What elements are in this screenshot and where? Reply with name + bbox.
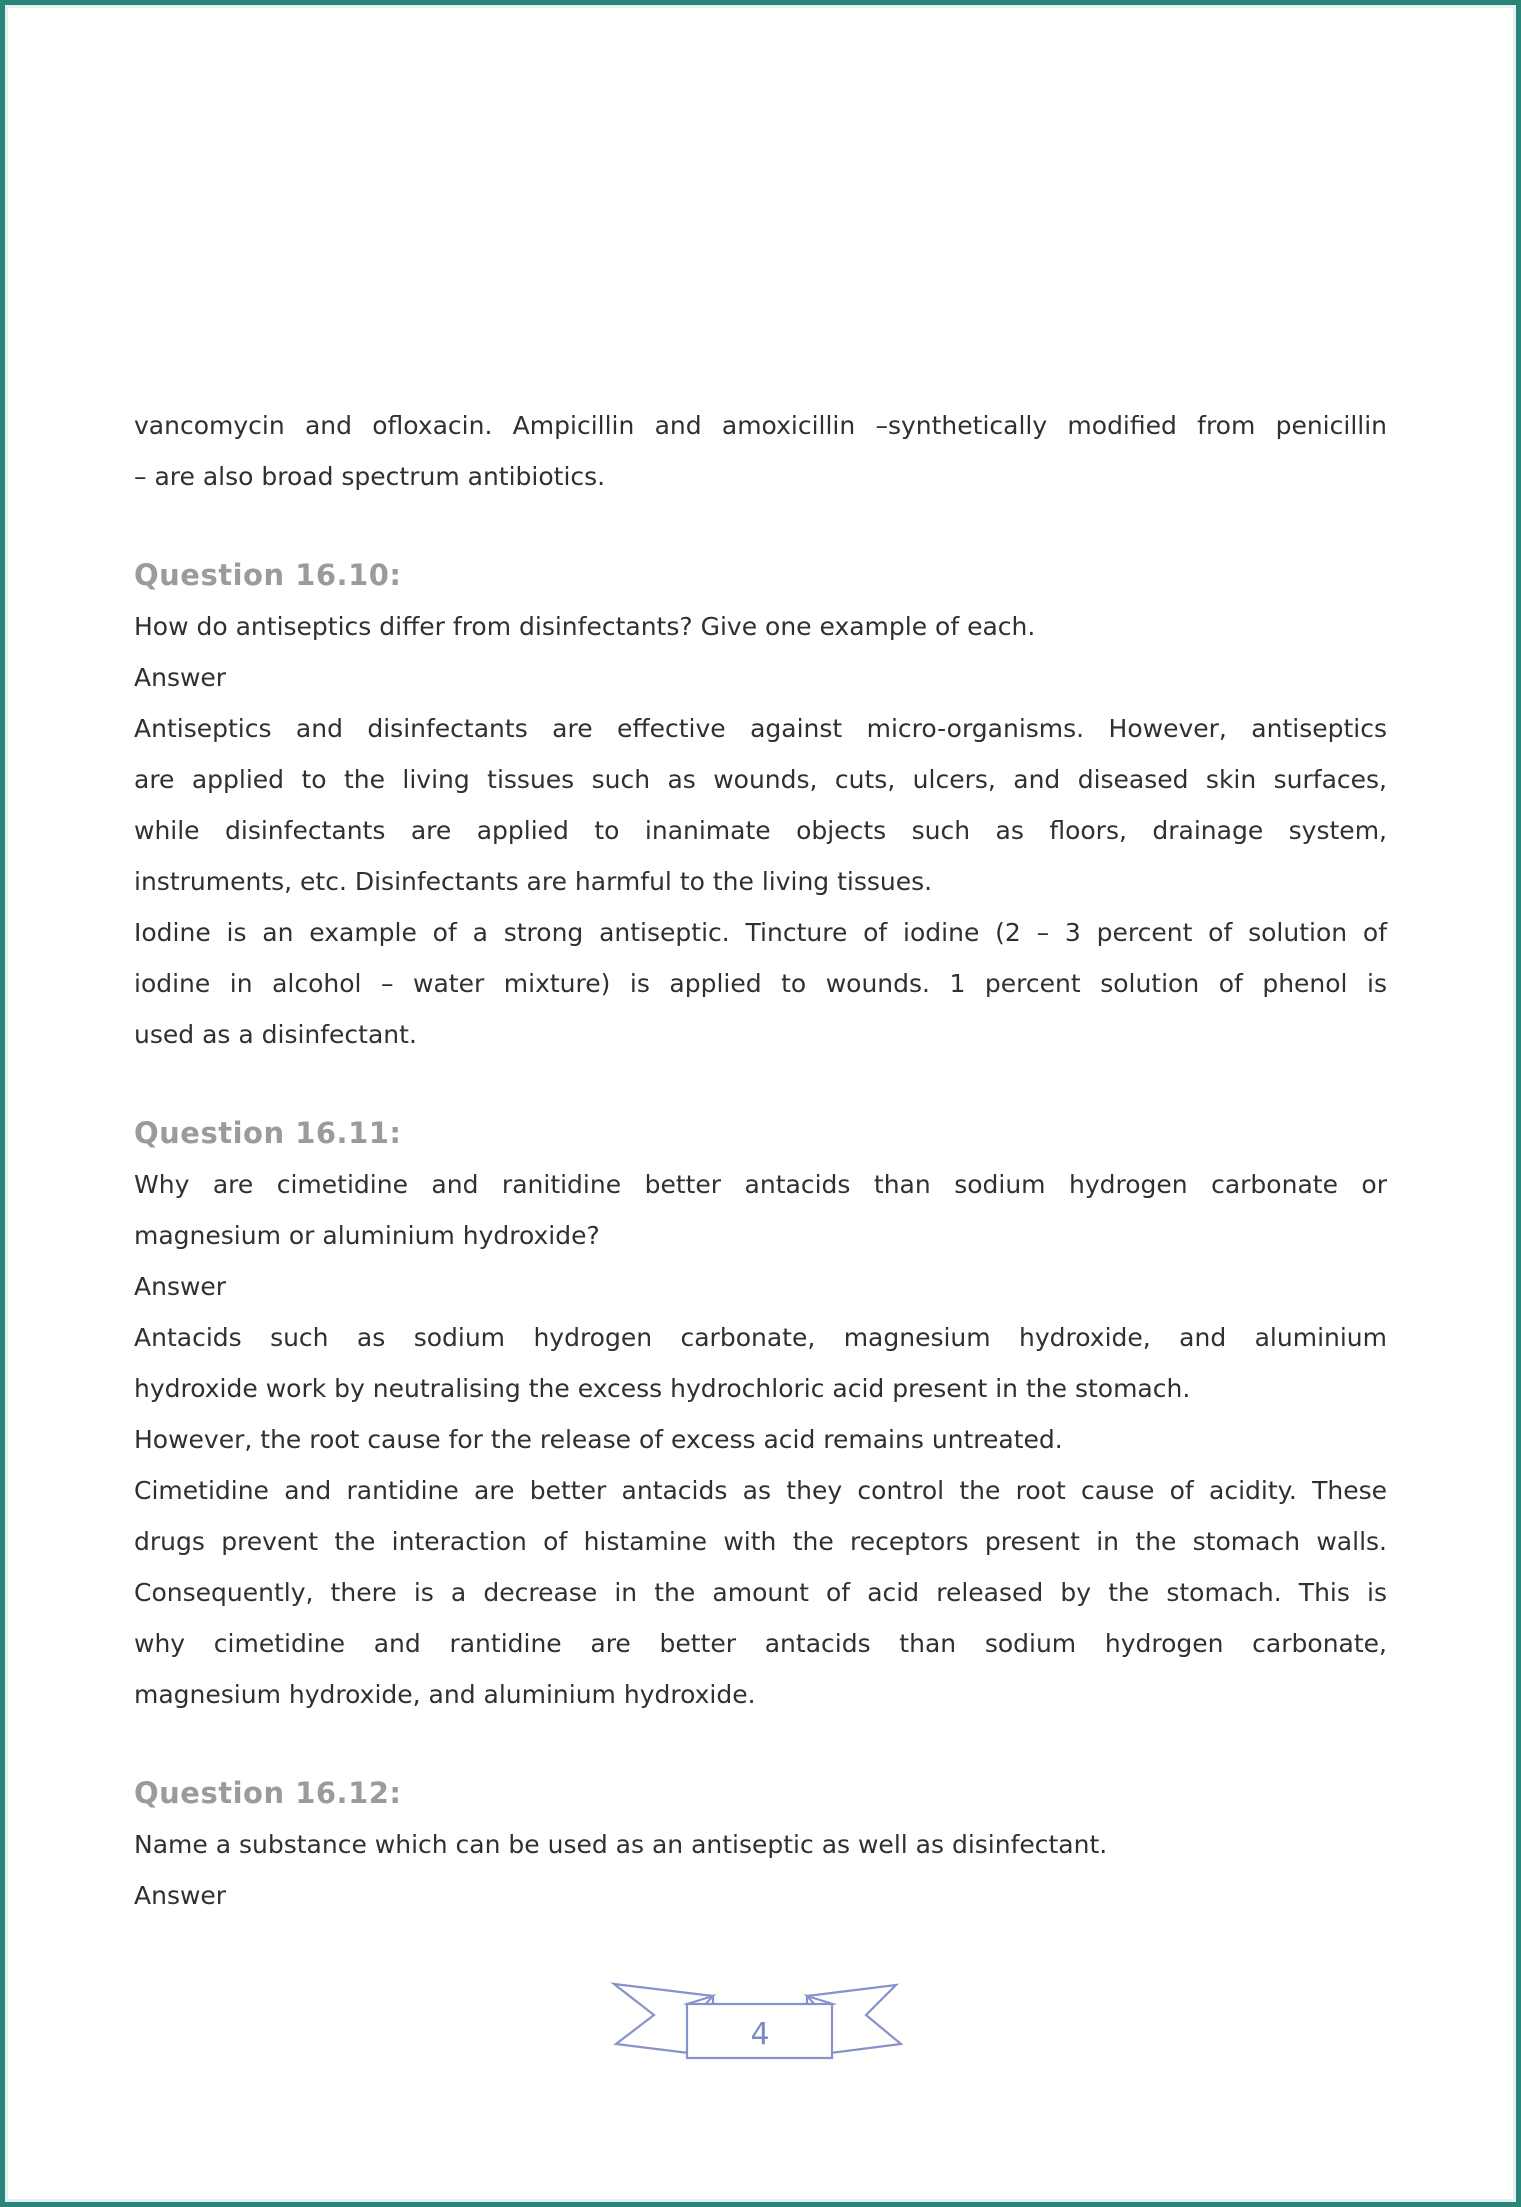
paragraph	[134, 1312, 1387, 1414]
text-line: why cimetidine and rantidine are better antacids than sodium hydrogen carbonate,	[134, 1629, 1387, 1658]
paragraph	[134, 601, 1387, 652]
answer-label: Answer	[134, 1881, 227, 1910]
paragraph	[134, 400, 1387, 502]
answer-label: Answer	[134, 1272, 227, 1301]
text-line: hydroxide work by neutralising the excess hydrochloric acid present in the stomach.	[134, 1374, 1191, 1403]
text-line: used as a disinfectant.	[134, 1020, 417, 1049]
paragraph	[134, 652, 1387, 703]
question-heading: Question 16.10:	[134, 558, 402, 592]
text-line: magnesium hydroxide, and aluminium hydroxide.	[134, 1680, 756, 1709]
text-line: Iodine is an example of a strong antiseptic. Tincture of iodine (2 – 3 percent of solution of	[134, 918, 1387, 947]
text-line: Antacids such as sodium hydrogen carbonate, magnesium hydroxide, and aluminium	[134, 1323, 1387, 1352]
paragraph	[134, 1414, 1387, 1465]
paragraph	[134, 907, 1387, 1060]
text-line: iodine in alcohol – water mixture) is applied to wounds. 1 percent solution of phenol is	[134, 969, 1387, 998]
text-line: instruments, etc. Disinfectants are harmful to the living tissues.	[134, 867, 933, 896]
paragraph	[134, 1819, 1387, 1870]
text-line: vancomycin and ofloxacin. Ampicillin and amoxicillin –synthetically modified from penicillin	[134, 411, 1387, 440]
text-line: Why are cimetidine and ranitidine better antacids than sodium hydrogen carbonate or	[134, 1170, 1387, 1199]
paragraph	[134, 1261, 1387, 1312]
paragraph	[134, 1465, 1387, 1720]
paragraph	[134, 1870, 1387, 1921]
text-line: How do antiseptics differ from disinfectants? Give one example of each.	[134, 612, 1036, 641]
text-line: are applied to the living tissues such as wounds, cuts, ulcers, and diseased skin surfaces,	[134, 765, 1387, 794]
page-number: 4	[750, 2017, 770, 2052]
text-line: magnesium or aluminium hydroxide?	[134, 1221, 600, 1250]
question-heading: Question 16.12:	[134, 1776, 402, 1810]
text-line: Name a substance which can be used as an antiseptic as well as disinfectant.	[134, 1830, 1108, 1859]
text-line: drugs prevent the interaction of histamine with the receptors present in the stomach walls.	[134, 1527, 1387, 1556]
document-content	[134, 400, 1387, 1921]
text-line: while disinfectants are applied to inanimate objects such as floors, drainage system,	[134, 816, 1387, 845]
text-line: – are also broad spectrum antibiotics.	[134, 462, 606, 491]
text-line: Consequently, there is a decrease in the amount of acid released by the stomach. This is	[134, 1578, 1387, 1607]
text-line: Cimetidine and rantidine are better antacids as they control the root cause of acidity. These	[134, 1476, 1387, 1505]
paragraph	[134, 1159, 1387, 1261]
paragraph	[134, 703, 1387, 907]
text-line: Antiseptics and disinfectants are effective against micro-organisms. However, antiseptics	[134, 714, 1387, 743]
question-heading: Question 16.11:	[134, 1116, 402, 1150]
text-line: However, the root cause for the release of excess acid remains untreated.	[134, 1425, 1063, 1454]
answer-label: Answer	[134, 663, 227, 692]
page-number-ribbon	[610, 1980, 910, 2065]
